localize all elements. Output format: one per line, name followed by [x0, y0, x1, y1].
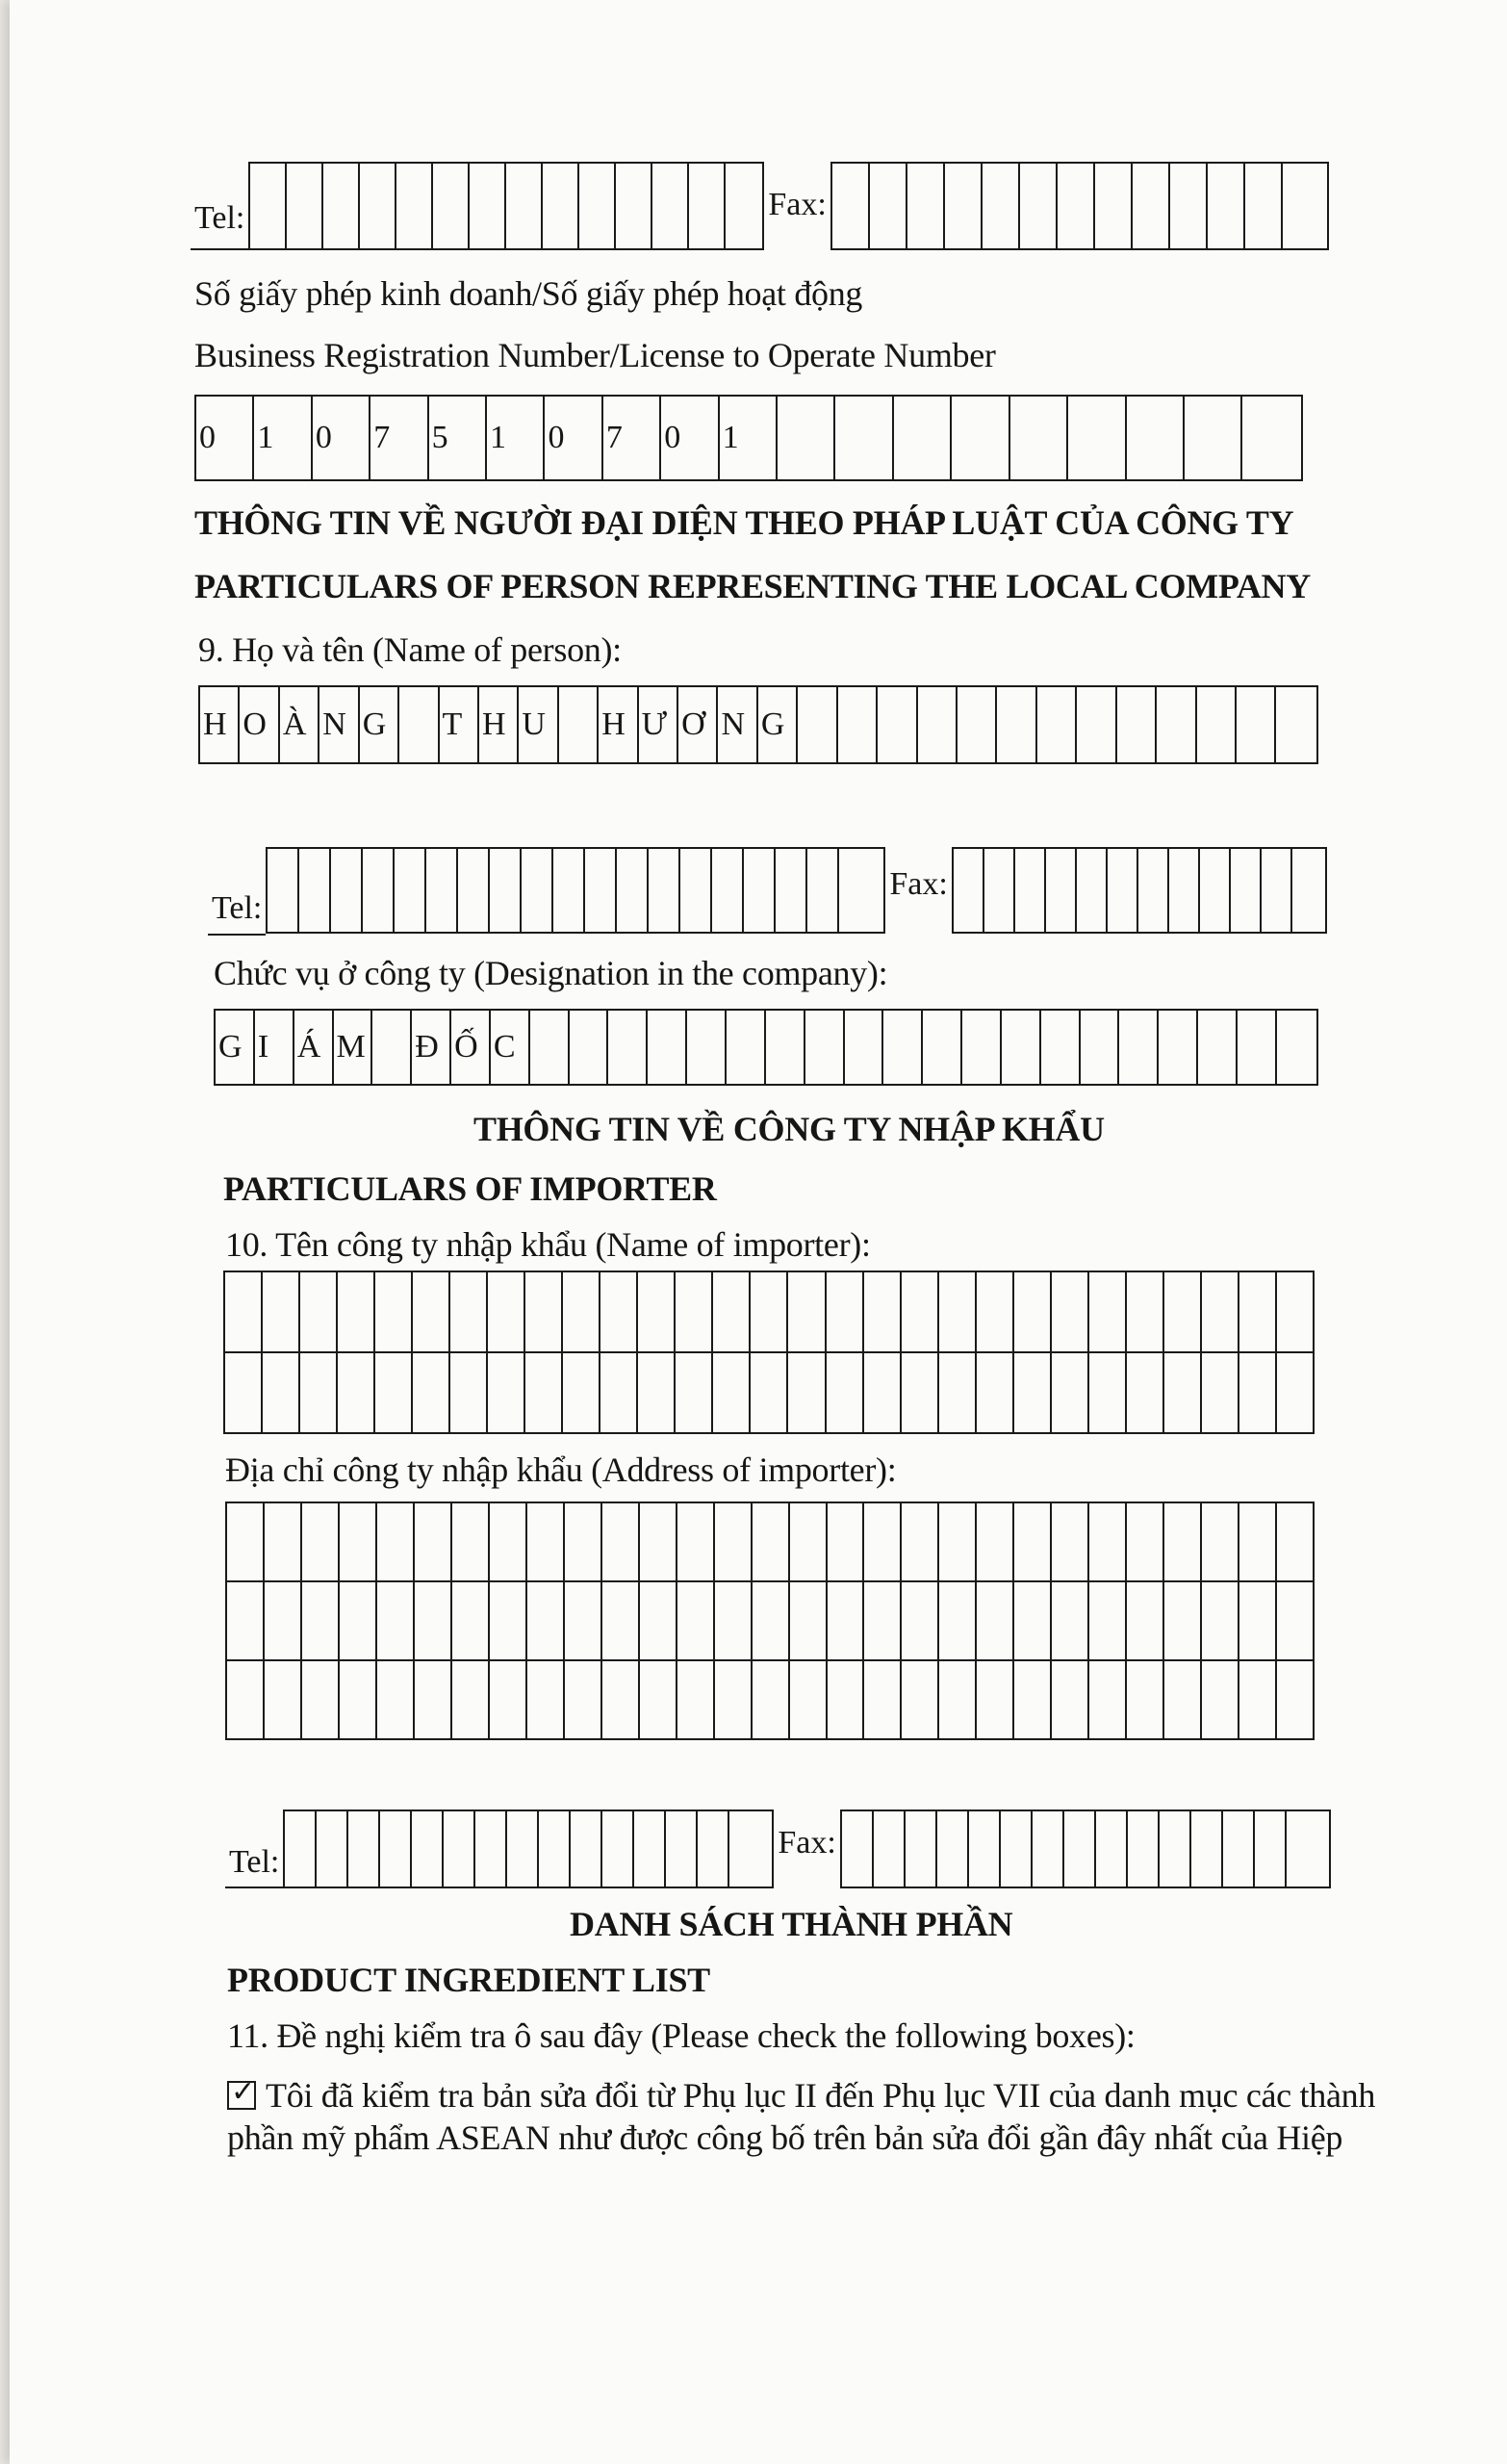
- grid-cell[interactable]: [753, 1582, 790, 1659]
- grid-cell[interactable]: [1277, 1661, 1313, 1738]
- designation-letter-cell[interactable]: [883, 1011, 923, 1084]
- grid-cell[interactable]: [827, 1272, 864, 1351]
- designation-letter-cell[interactable]: [845, 1011, 884, 1084]
- importer-heading-en: PARTICULARS OF IMPORTER: [223, 1169, 717, 1208]
- grid-cell[interactable]: [300, 1353, 338, 1432]
- name-letter-cell[interactable]: [878, 687, 917, 762]
- grid-cell[interactable]: [415, 1582, 452, 1659]
- name-letter-cell[interactable]: [559, 687, 599, 762]
- designation-letter-cell[interactable]: [727, 1011, 766, 1084]
- grid-cell[interactable]: [715, 1582, 753, 1659]
- designation-letter-cell[interactable]: [570, 1011, 609, 1084]
- check-item-1-line2: phần mỹ phẩm ASEAN như được công bố trên bản sửa đổi gần đây nhất của Hiệp: [227, 2118, 1343, 2157]
- business-registration-label-en: Business Registration Number/License to Operate Number: [194, 336, 996, 374]
- grid-cell[interactable]: [1277, 1353, 1313, 1432]
- grid-cell[interactable]: [375, 1272, 413, 1351]
- name-letter-cell[interactable]: Ơ: [678, 687, 718, 762]
- grid-cell[interactable]: [827, 1353, 864, 1432]
- grid-cell[interactable]: [452, 1503, 490, 1580]
- grid-cell[interactable]: [864, 1661, 902, 1738]
- grid-cell[interactable]: [1089, 1661, 1127, 1738]
- grid-cell[interactable]: [1089, 1353, 1127, 1432]
- grid-cell[interactable]: [1164, 1272, 1202, 1351]
- designation-letter-cell[interactable]: [530, 1011, 570, 1084]
- grid-cell[interactable]: [638, 1272, 676, 1351]
- designation-letter-cell[interactable]: [1002, 1011, 1041, 1084]
- grid-cell[interactable]: [565, 1582, 602, 1659]
- grid-cell[interactable]: [939, 1503, 977, 1580]
- grid-cell[interactable]: [1127, 1353, 1164, 1432]
- grid-row: [227, 1582, 1313, 1661]
- grid-cell[interactable]: [788, 1353, 826, 1432]
- grid-cell[interactable]: [977, 1353, 1014, 1432]
- grid-cell[interactable]: [1239, 1503, 1277, 1580]
- grid-cell[interactable]: [265, 1582, 302, 1659]
- grid-row: [227, 1661, 1313, 1738]
- grid-cell[interactable]: [1052, 1661, 1089, 1738]
- grid-cell[interactable]: [1014, 1353, 1052, 1432]
- name-letter-cell[interactable]: N: [718, 687, 757, 762]
- importer-tel-fax-row: [225, 1810, 1331, 1888]
- name-letter-cell[interactable]: [1237, 687, 1276, 762]
- registration-digit-cell[interactable]: 7: [370, 397, 428, 479]
- representative-fax-field[interactable]: [952, 847, 1327, 934]
- designation-letter-cell[interactable]: [962, 1011, 1002, 1084]
- grid-cell[interactable]: [1239, 1582, 1277, 1659]
- grid-cell[interactable]: [828, 1582, 865, 1659]
- designation-letter-cell[interactable]: [608, 1011, 648, 1084]
- grid-cell[interactable]: [265, 1503, 302, 1580]
- grid-cell[interactable]: [527, 1582, 565, 1659]
- grid-cell[interactable]: [977, 1582, 1014, 1659]
- registration-digit-cell[interactable]: 1: [487, 397, 545, 479]
- name-letter-cell[interactable]: G: [360, 687, 399, 762]
- designation-letter-cell[interactable]: [1277, 1011, 1316, 1084]
- grid-cell[interactable]: [1014, 1661, 1052, 1738]
- grid-row: [225, 1353, 1313, 1432]
- grid-cell[interactable]: [338, 1272, 375, 1351]
- name-letter-cell[interactable]: [838, 687, 878, 762]
- grid-cell[interactable]: [790, 1503, 828, 1580]
- grid-cell[interactable]: [753, 1661, 790, 1738]
- check-item-1: [227, 2075, 1375, 2116]
- registration-digit-cell[interactable]: 0: [313, 397, 370, 479]
- grid-cell[interactable]: [452, 1582, 490, 1659]
- grid-cell[interactable]: [375, 1353, 413, 1432]
- grid-cell[interactable]: [227, 1661, 265, 1738]
- name-letter-cell[interactable]: U: [519, 687, 558, 762]
- grid-cell[interactable]: [939, 1353, 977, 1432]
- ingredient-heading-vi: DANH SÁCH THÀNH PHẦN: [570, 1905, 1013, 1943]
- grid-cell[interactable]: [1239, 1353, 1277, 1432]
- designation-letter-cell[interactable]: [1041, 1011, 1081, 1084]
- grid-cell[interactable]: [790, 1661, 828, 1738]
- importer-tel-label: Tel:: [225, 1810, 283, 1888]
- company-fax-field[interactable]: [830, 162, 1329, 250]
- grid-cell[interactable]: [525, 1272, 563, 1351]
- name-letter-cell[interactable]: Ư: [639, 687, 678, 762]
- ingredient-heading-en: PRODUCT INGREDIENT LIST: [227, 1961, 710, 1999]
- registration-digit-cell[interactable]: [1127, 397, 1185, 479]
- person-name-field[interactable]: [198, 685, 1318, 764]
- grid-cell[interactable]: [828, 1661, 865, 1738]
- grid-cell[interactable]: [902, 1582, 939, 1659]
- importer-tel-field[interactable]: [283, 1810, 774, 1888]
- grid-cell[interactable]: [1164, 1503, 1202, 1580]
- grid-cell[interactable]: [864, 1353, 902, 1432]
- importer-fax-label: Fax:: [778, 1825, 836, 1861]
- grid-cell[interactable]: [227, 1503, 265, 1580]
- business-registration-number-field[interactable]: [194, 395, 1303, 481]
- registration-digit-cell[interactable]: 5: [429, 397, 487, 479]
- grid-cell[interactable]: [1089, 1503, 1127, 1580]
- document-page: [10, 0, 1507, 2464]
- grid-cell[interactable]: [1277, 1272, 1313, 1351]
- registration-digit-cell[interactable]: 0: [545, 397, 602, 479]
- grid-cell[interactable]: [828, 1503, 865, 1580]
- name-letter-cell[interactable]: [1276, 687, 1315, 762]
- designation-letter-cell[interactable]: M: [334, 1011, 373, 1084]
- name-letter-cell[interactable]: G: [758, 687, 798, 762]
- grid-cell[interactable]: [1052, 1272, 1089, 1351]
- designation-letter-cell[interactable]: [1238, 1011, 1277, 1084]
- grid-cell[interactable]: [565, 1661, 602, 1738]
- grid-cell[interactable]: [788, 1272, 826, 1351]
- grid-cell[interactable]: [715, 1661, 753, 1738]
- name-letter-cell[interactable]: T: [440, 687, 479, 762]
- grid-cell[interactable]: [1127, 1272, 1164, 1351]
- grid-cell[interactable]: [864, 1582, 902, 1659]
- grid-cell[interactable]: [225, 1272, 263, 1351]
- grid-cell[interactable]: [1014, 1272, 1052, 1351]
- grid-cell[interactable]: [377, 1582, 415, 1659]
- grid-cell[interactable]: [563, 1353, 600, 1432]
- registration-digit-cell[interactable]: [1068, 397, 1126, 479]
- grid-cell[interactable]: [338, 1353, 375, 1432]
- grid-cell[interactable]: [1052, 1503, 1089, 1580]
- grid-cell[interactable]: [1202, 1503, 1239, 1580]
- grid-cell[interactable]: [939, 1661, 977, 1738]
- designation-letter-cell[interactable]: [766, 1011, 805, 1084]
- name-letter-cell[interactable]: [1077, 687, 1116, 762]
- grid-row: [227, 1503, 1313, 1582]
- company-fax-label: Fax:: [768, 187, 827, 222]
- importer-name-label: 10. Tên công ty nhập khẩu (Name of importer):: [225, 1225, 871, 1264]
- grid-cell[interactable]: [488, 1272, 525, 1351]
- name-letter-cell[interactable]: [1037, 687, 1077, 762]
- registration-digit-cell[interactable]: [894, 397, 952, 479]
- importer-address-field[interactable]: [225, 1502, 1315, 1740]
- grid-cell[interactable]: [864, 1272, 902, 1351]
- registration-digit-cell[interactable]: 1: [720, 397, 778, 479]
- grid-cell[interactable]: [902, 1353, 939, 1432]
- designation-letter-cell[interactable]: [1081, 1011, 1120, 1084]
- designation-letter-cell[interactable]: [1119, 1011, 1159, 1084]
- grid-cell[interactable]: [1277, 1503, 1313, 1580]
- designation-letter-cell[interactable]: [1198, 1011, 1238, 1084]
- designation-letter-cell[interactable]: G: [216, 1011, 255, 1084]
- grid-cell[interactable]: [1164, 1353, 1202, 1432]
- representative-tel-fax-row: [208, 847, 1327, 936]
- grid-cell[interactable]: [302, 1661, 340, 1738]
- grid-cell[interactable]: [939, 1272, 977, 1351]
- registration-digit-cell[interactable]: [952, 397, 1009, 479]
- designation-letter-cell[interactable]: [805, 1011, 845, 1084]
- grid-cell[interactable]: [715, 1503, 753, 1580]
- grid-cell[interactable]: [1089, 1582, 1127, 1659]
- grid-cell[interactable]: [340, 1503, 377, 1580]
- ingredient-instruction: 11. Đề nghị kiểm tra ô sau đây (Please check the following boxes):: [227, 2016, 1136, 2055]
- grid-cell[interactable]: [377, 1661, 415, 1738]
- grid-cell[interactable]: [1014, 1582, 1052, 1659]
- importer-name-field[interactable]: [223, 1270, 1315, 1434]
- registration-digit-cell[interactable]: 0: [661, 397, 719, 479]
- grid-cell[interactable]: [1202, 1353, 1239, 1432]
- designation-letter-cell[interactable]: Đ: [412, 1011, 451, 1084]
- grid-cell[interactable]: [490, 1503, 527, 1580]
- name-letter-cell[interactable]: [958, 687, 997, 762]
- designation-letter-cell[interactable]: I: [255, 1011, 294, 1084]
- representative-heading-en: PARTICULARS OF PERSON REPRESENTING THE LOCAL COMPANY: [194, 567, 1311, 605]
- grid-cell[interactable]: [490, 1661, 527, 1738]
- company-tel-field[interactable]: [248, 162, 764, 250]
- grid-cell[interactable]: [676, 1353, 713, 1432]
- name-letter-cell[interactable]: À: [280, 687, 319, 762]
- grid-cell[interactable]: [677, 1661, 715, 1738]
- company-tel-fax-row: [191, 162, 1329, 250]
- grid-cell[interactable]: [902, 1661, 939, 1738]
- grid-cell[interactable]: [640, 1582, 677, 1659]
- grid-cell[interactable]: [490, 1582, 527, 1659]
- representative-fax-label: Fax:: [889, 866, 948, 902]
- check-item-1-line1: Tôi đã kiểm tra bản sửa đổi từ Phụ lục II đến Phụ lục VII của danh mục các thành: [266, 2076, 1376, 2115]
- grid-cell[interactable]: [977, 1661, 1014, 1738]
- name-letter-cell[interactable]: [1117, 687, 1157, 762]
- grid-cell[interactable]: [602, 1661, 640, 1738]
- grid-cell[interactable]: [1089, 1272, 1127, 1351]
- name-letter-cell[interactable]: N: [319, 687, 359, 762]
- grid-cell[interactable]: [413, 1272, 450, 1351]
- grid-cell[interactable]: [751, 1353, 788, 1432]
- grid-cell[interactable]: [977, 1272, 1014, 1351]
- designation-letter-cell[interactable]: Ố: [451, 1011, 491, 1084]
- grid-cell[interactable]: [340, 1582, 377, 1659]
- grid-cell[interactable]: [563, 1272, 600, 1351]
- grid-cell[interactable]: [638, 1353, 676, 1432]
- grid-cell[interactable]: [677, 1503, 715, 1580]
- grid-cell[interactable]: [300, 1272, 338, 1351]
- grid-cell[interactable]: [902, 1272, 939, 1351]
- grid-cell[interactable]: [977, 1503, 1014, 1580]
- grid-cell[interactable]: [640, 1503, 677, 1580]
- grid-cell[interactable]: [377, 1503, 415, 1580]
- name-letter-cell[interactable]: [918, 687, 958, 762]
- grid-cell[interactable]: [1127, 1661, 1164, 1738]
- name-letter-cell[interactable]: [1197, 687, 1237, 762]
- designation-letter-cell[interactable]: Á: [294, 1011, 334, 1084]
- grid-cell[interactable]: [263, 1353, 300, 1432]
- grid-cell[interactable]: [265, 1661, 302, 1738]
- grid-cell[interactable]: [602, 1503, 640, 1580]
- grid-cell[interactable]: [340, 1661, 377, 1738]
- grid-cell[interactable]: [1239, 1272, 1277, 1351]
- name-letter-cell[interactable]: [1157, 687, 1196, 762]
- grid-cell[interactable]: [1052, 1582, 1089, 1659]
- grid-cell[interactable]: [864, 1503, 902, 1580]
- name-letter-cell[interactable]: [997, 687, 1036, 762]
- grid-cell[interactable]: [1239, 1661, 1277, 1738]
- importer-heading-vi: THÔNG TIN VỀ CÔNG TY NHẬP KHẨU: [473, 1110, 1105, 1148]
- grid-cell[interactable]: [790, 1582, 828, 1659]
- grid-cell[interactable]: [602, 1582, 640, 1659]
- registration-digit-cell[interactable]: 0: [196, 397, 254, 479]
- grid-cell[interactable]: [1202, 1661, 1239, 1738]
- check-item-1-checkbox[interactable]: [227, 2081, 256, 2110]
- grid-cell[interactable]: [751, 1272, 788, 1351]
- grid-cell[interactable]: [527, 1661, 565, 1738]
- name-letter-cell[interactable]: [798, 687, 837, 762]
- grid-cell[interactable]: [1277, 1582, 1313, 1659]
- designation-letter-cell[interactable]: [923, 1011, 962, 1084]
- grid-cell[interactable]: [302, 1582, 340, 1659]
- grid-cell[interactable]: [1164, 1582, 1202, 1659]
- importer-fax-field[interactable]: [840, 1810, 1331, 1888]
- registration-digit-cell[interactable]: [1242, 397, 1300, 479]
- grid-cell[interactable]: [1202, 1582, 1239, 1659]
- registration-digit-cell[interactable]: [778, 397, 835, 479]
- grid-cell[interactable]: [302, 1503, 340, 1580]
- grid-cell[interactable]: [600, 1272, 638, 1351]
- grid-cell[interactable]: [753, 1503, 790, 1580]
- grid-cell[interactable]: [713, 1272, 751, 1351]
- name-letter-cell[interactable]: H: [599, 687, 638, 762]
- grid-cell[interactable]: [1164, 1661, 1202, 1738]
- registration-digit-cell[interactable]: 7: [603, 397, 661, 479]
- name-letter-cell[interactable]: H: [479, 687, 519, 762]
- registration-digit-cell[interactable]: [1010, 397, 1068, 479]
- name-letter-cell[interactable]: O: [240, 687, 279, 762]
- grid-cell[interactable]: [450, 1272, 488, 1351]
- grid-cell[interactable]: [488, 1353, 525, 1432]
- designation-letter-cell[interactable]: [687, 1011, 727, 1084]
- grid-cell[interactable]: [415, 1661, 452, 1738]
- name-letter-cell[interactable]: H: [200, 687, 240, 762]
- grid-cell[interactable]: [263, 1272, 300, 1351]
- person-name-label: 9. Họ và tên (Name of person):: [198, 630, 622, 669]
- grid-cell[interactable]: [527, 1503, 565, 1580]
- designation-label: Chức vụ ở công ty (Designation in the company):: [214, 954, 888, 992]
- grid-row: [225, 1272, 1313, 1353]
- designation-letter-cell[interactable]: [1159, 1011, 1198, 1084]
- name-letter-cell[interactable]: [399, 687, 439, 762]
- company-tel-label: Tel:: [191, 162, 248, 250]
- representative-heading-vi: THÔNG TIN VỀ NGƯỜI ĐẠI DIỆN THEO PHÁP LUẬT CỦA CÔNG TY: [194, 503, 1294, 542]
- grid-cell[interactable]: [525, 1353, 563, 1432]
- grid-cell[interactable]: [1202, 1272, 1239, 1351]
- grid-cell[interactable]: [452, 1661, 490, 1738]
- representative-tel-label: Tel:: [208, 847, 266, 936]
- business-registration-label-vi: Số giấy phép kinh doanh/Số giấy phép hoạt động: [194, 274, 863, 313]
- registration-digit-cell[interactable]: [835, 397, 893, 479]
- designation-letter-cell[interactable]: C: [491, 1011, 530, 1084]
- grid-cell[interactable]: [713, 1353, 751, 1432]
- grid-cell[interactable]: [415, 1503, 452, 1580]
- registration-digit-cell[interactable]: 1: [254, 397, 312, 479]
- grid-cell[interactable]: [1127, 1503, 1164, 1580]
- grid-cell[interactable]: [600, 1353, 638, 1432]
- registration-digit-cell[interactable]: [1185, 397, 1242, 479]
- grid-cell[interactable]: [902, 1503, 939, 1580]
- grid-cell[interactable]: [565, 1503, 602, 1580]
- representative-tel-field[interactable]: [266, 847, 885, 934]
- grid-cell[interactable]: [677, 1582, 715, 1659]
- grid-cell[interactable]: [413, 1353, 450, 1432]
- grid-cell[interactable]: [227, 1582, 265, 1659]
- grid-cell[interactable]: [640, 1661, 677, 1738]
- grid-cell[interactable]: [450, 1353, 488, 1432]
- designation-letter-cell[interactable]: [372, 1011, 412, 1084]
- grid-cell[interactable]: [676, 1272, 713, 1351]
- designation-letter-cell[interactable]: [648, 1011, 687, 1084]
- importer-address-label: Địa chỉ công ty nhập khẩu (Address of importer):: [225, 1450, 897, 1489]
- designation-field[interactable]: [214, 1009, 1318, 1086]
- grid-cell[interactable]: [1127, 1582, 1164, 1659]
- grid-cell[interactable]: [1014, 1503, 1052, 1580]
- grid-cell[interactable]: [1052, 1353, 1089, 1432]
- grid-cell[interactable]: [225, 1353, 263, 1432]
- grid-cell[interactable]: [939, 1582, 977, 1659]
